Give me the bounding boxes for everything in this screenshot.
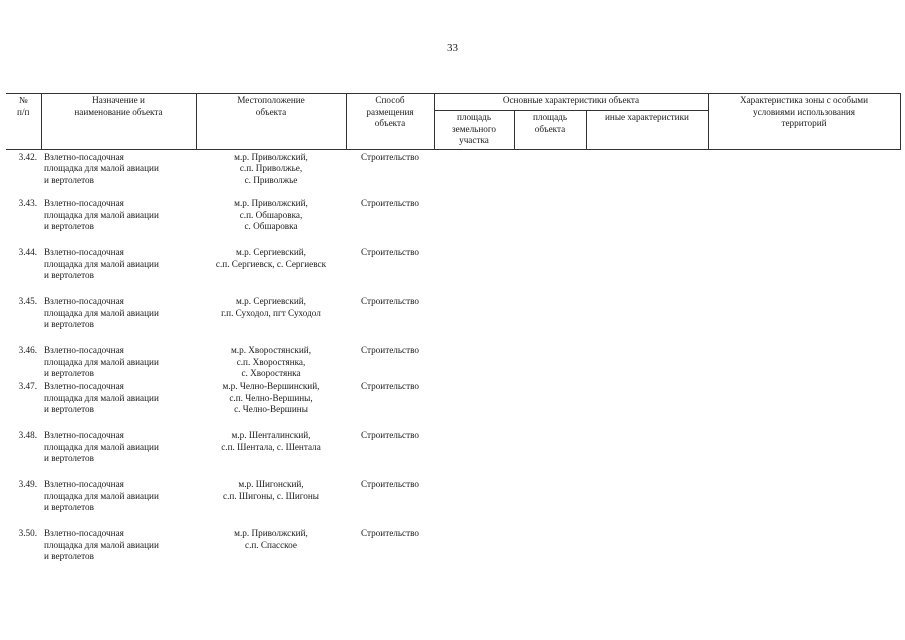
- table-row: [6, 381, 900, 430]
- placement-method: Строительство: [360, 198, 420, 208]
- object-location: м.р. Приволжский, с.п. Обшаровка, с. Обшаровка: [234, 198, 308, 231]
- object-location: м.р. Приволжский, с.п. Спасское: [234, 528, 308, 550]
- row-number: 3.45.: [18, 296, 37, 306]
- header-num: № п/п: [6, 94, 41, 150]
- table-header: [6, 94, 900, 150]
- object-name: Взлетно-посадочная площадка для малой авиации и вертолетов: [44, 528, 159, 561]
- object-name: Взлетно-посадочная площадка для малой авиации и вертолетов: [44, 430, 159, 463]
- header-method: Способ размещения объекта: [346, 94, 434, 150]
- table-row: [6, 528, 900, 577]
- object-location: м.р. Приволжский, с.п. Приволжье, с. Приволжье: [234, 151, 308, 185]
- placement-method: Строительство: [360, 151, 420, 162]
- table-row: [6, 430, 900, 479]
- table-row: [6, 296, 900, 345]
- object-name: Взлетно-посадочная площадка для малой авиации и вертолетов: [44, 296, 159, 329]
- row-number: 3.43.: [18, 198, 37, 208]
- placement-method: Строительство: [360, 296, 420, 306]
- object-name: Взлетно-посадочная площадка для малой авиации и вертолетов: [44, 345, 159, 378]
- row-number: 3.42.: [18, 151, 37, 162]
- table-row: [6, 149, 900, 198]
- header-object-area: площадь объекта: [514, 111, 586, 150]
- object-name: Взлетно-посадочная площадка для малой авиации и вертолетов: [44, 247, 159, 280]
- header-zone-characteristics: Характеристика зоны с особыми условиями использования территорий: [708, 94, 900, 150]
- placement-method: Строительство: [360, 528, 420, 538]
- row-number: 3.49.: [18, 479, 37, 489]
- header-main-characteristics: Основные характеристики объекта: [434, 94, 708, 111]
- object-location: м.р. Челно-Вершинский, с.п. Челно-Вершины, с. Челно-Вершины: [222, 381, 320, 414]
- object-location: м.р. Шигонский, с.п. Шигоны, с. Шигоны: [223, 479, 319, 501]
- object-location: м.р. Сергиевский, с.п. Сергиевск, с. Сергиевск: [215, 247, 327, 269]
- placement-method: Строительство: [360, 247, 420, 257]
- table-row: [6, 479, 900, 528]
- placement-method: Строительство: [360, 381, 420, 391]
- page-number: 33: [447, 42, 458, 54]
- header-land-area: площадь земельного участка: [434, 111, 514, 150]
- placement-method: Строительство: [360, 345, 420, 355]
- placement-method: Строительство: [360, 430, 420, 440]
- header-name: Назначение и наименование объекта: [41, 94, 196, 150]
- table-row: [6, 198, 900, 247]
- placement-method: Строительство: [360, 479, 420, 489]
- table-row: [6, 345, 900, 381]
- table-row: [6, 247, 900, 296]
- row-number: 3.47.: [18, 381, 37, 391]
- row-number: 3.50.: [18, 528, 37, 538]
- object-location: м.р. Сергиевский, г.п. Суходол, пгт Суходол: [221, 296, 321, 318]
- row-number: 3.48.: [18, 430, 37, 440]
- row-number: 3.44.: [18, 247, 37, 257]
- row-number: 3.46.: [18, 345, 37, 355]
- object-name: Взлетно-посадочная площадка для малой авиации и вертолетов: [44, 151, 159, 185]
- object-name: Взлетно-посадочная площадка для малой авиации и вертолетов: [44, 198, 159, 231]
- object-location: м.р. Шенталинский, с.п. Шентала, с. Шентала: [221, 430, 321, 452]
- objects-table: [6, 93, 901, 577]
- object-name: Взлетно-посадочная площадка для малой авиации и вертолетов: [44, 479, 159, 512]
- object-name: Взлетно-посадочная площадка для малой авиации и вертолетов: [44, 381, 159, 414]
- header-other-characteristics: иные характеристики: [586, 111, 708, 150]
- header-location: Местоположение объекта: [196, 94, 346, 150]
- object-location: м.р. Хворостянский, с.п. Хворостянка, с. Хворостянка: [230, 345, 311, 378]
